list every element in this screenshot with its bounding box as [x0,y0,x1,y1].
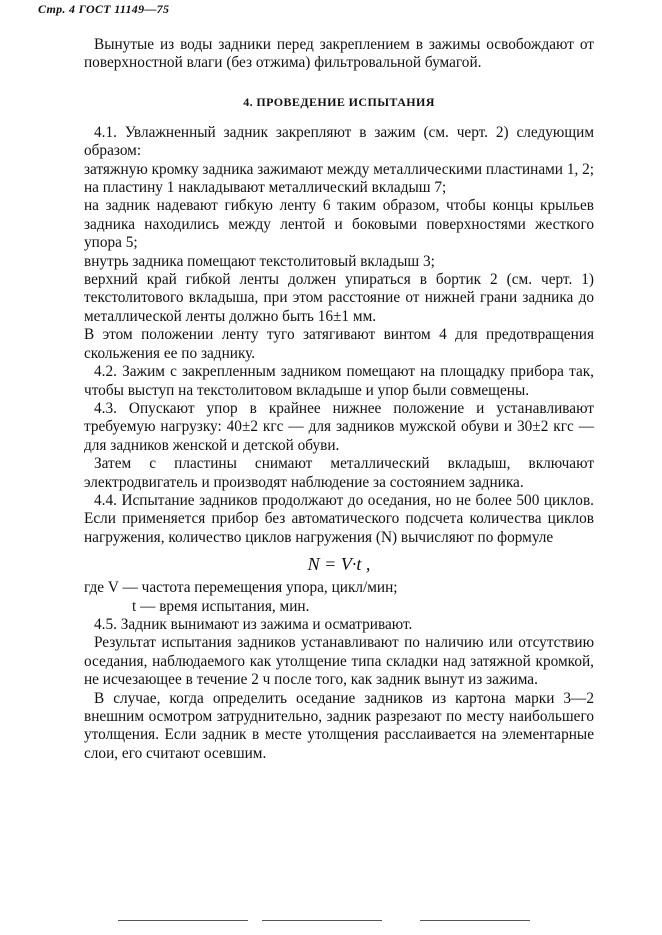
clause-4-2: 4.2. Зажим с закрепленным задником помещают на площадку прибора так, чтобы выступ на текстолитовом вкладыше и упор были совмещены. [84,363,594,399]
clause-4-5-result: Результат испытания задников устанавливают по наличию или отсутствию оседания, наблюдаемого как утолщение типа складки над затяжной кромкой, не исчезающее в течение 2 ч после того, как задник вынут из зажима. [84,634,594,689]
formula-legend-t: t — время испытания, мин. [132,597,310,615]
clause-4-1: 4.1. Увлажненный задник закрепляют в зажим (см. черт. 2) следующим образом: [84,123,594,160]
formula-legend-v: где V — частота перемещения упора, цикл/мин; [84,579,398,597]
clause-4-1-item-b: на пластину 1 накладывают металлический вкладыш 7; [84,179,447,197]
intro-paragraph: Вынутые из воды задники перед закреплением в зажимы освобождают от поверхностной влаги (без отжима) фильтровальной бумагой. [84,36,594,72]
cycle-formula: N = V·t , [307,554,371,575]
footer-rule-right [420,920,530,921]
clause-4-5: 4.5. Задник вынимают из зажима и осматривают. [94,615,413,633]
footer-rule-middle [262,920,382,921]
clause-4-1-item-a: затяжную кромку задника зажимают между металлическими пластинами 1, 2; [84,160,595,178]
section-title: 4. ПРОВЕДЕНИЕ ИСПЫТАНИЯ [243,94,435,109]
clause-4-3: 4.3. Опускают упор в крайнее нижнее положение и устанавливают требуемую нагрузку: 40±2 кгс — для задников мужской обуви и 30±2 кгс — для задников женской и детской обуви. [84,399,594,454]
clause-4-5-cardboard: В случае, когда определить оседание задников из картона марки 3—2 внешним осмотром затруднительно, задник разрезают по месту наибольшего утолщения. Если задник в месте утолщения расслаивается на элементарные слои, его считают осевшим. [84,689,594,762]
clause-4-1-item-e: верхний край гибкой ленты должен упираться в бортик 2 (см. черт. 1) текстолитового вкладыша, при этом расстояние от нижней грани задника до металлической ленты должно быть 16±1 мм. [84,271,594,325]
footer-rules [0,920,662,924]
clause-4-4: 4.4. Испытание задников продолжают до оседания, но не более 500 циклов. Если применяется прибор без автоматического подсчета количества циклов нагружения, количество циклов нагружения (N) вычисляют по формуле [84,491,594,546]
clause-4-1-item-f: В этом положении ленту туго затягивают винтом 4 для предотвращения скольжения ее по заднику. [84,326,594,362]
page-header: Стр. 4 ГОСТ 11149—75 [38,2,170,16]
footer-rule-left [118,920,248,921]
clause-4-1-item-c: на задник надевают гибкую ленту 6 таким образом, чтобы концы крыльев задника находились между лентой и боковыми поверхностями жесткого упора 5; [84,197,594,252]
clause-4-1-item-d: внутрь задника помещают текстолитовый вкладыш 3; [84,252,435,270]
page-content [84,36,594,763]
clause-4-3-continued: Затем с пластины снимают металлический вкладыш, включают электродвигатель и производят наблюдение за состоянием задника. [84,455,594,491]
